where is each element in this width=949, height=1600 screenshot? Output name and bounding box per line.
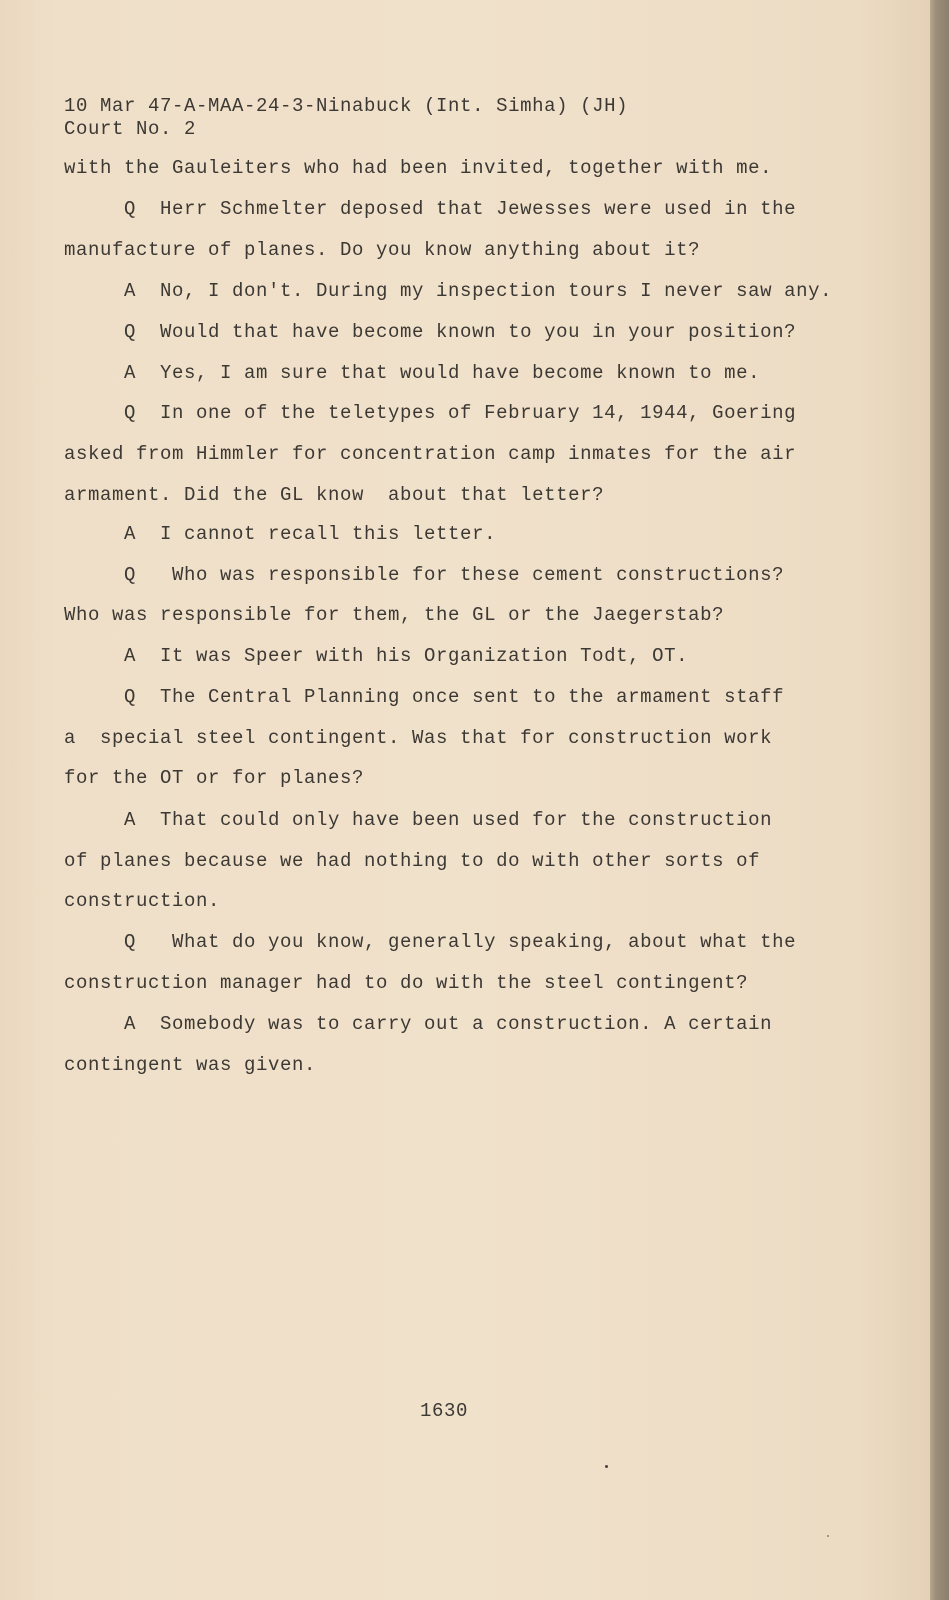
paper-speck xyxy=(605,1465,608,1468)
body-line: A I cannot recall this letter. xyxy=(64,523,497,545)
body-line: Q Would that have become known to you in your position? xyxy=(64,321,797,343)
body-line: armament. Did the GL know about that letter? xyxy=(64,484,605,506)
body-line: A That could only have been used for the construction xyxy=(64,809,773,831)
body-line: A Yes, I am sure that would have become known to me. xyxy=(64,362,761,384)
paper-speck xyxy=(827,1535,829,1537)
body-line: A Somebody was to carry out a construction. A certain xyxy=(64,1013,773,1035)
body-line: construction. xyxy=(64,890,221,912)
body-line: contingent was given. xyxy=(64,1054,317,1076)
body-line: asked from Himmler for concentration camp inmates for the air xyxy=(64,443,797,465)
header-court-line: Court No. 2 xyxy=(64,118,197,140)
body-line: a special steel contingent. Was that for construction work xyxy=(64,727,773,749)
page-number: 1630 xyxy=(420,1400,469,1422)
body-line: Who was responsible for them, the GL or the Jaegerstab? xyxy=(64,604,725,626)
body-line: A It was Speer with his Organization Todt, OT. xyxy=(64,645,689,667)
page-edge-shadow xyxy=(930,0,949,1600)
body-line: A No, I don't. During my inspection tours I never saw any. xyxy=(64,280,833,302)
body-line: for the OT or for planes? xyxy=(64,767,365,789)
body-line: Q Who was responsible for these cement constructions? xyxy=(64,564,785,586)
body-line: Q The Central Planning once sent to the armament staff xyxy=(64,686,785,708)
body-line: manufacture of planes. Do you know anything about it? xyxy=(64,239,701,261)
body-line: Q Herr Schmelter deposed that Jewesses were used in the xyxy=(64,198,797,220)
body-line: Q In one of the teletypes of February 14, 1944, Goering xyxy=(64,402,797,424)
body-line: Q What do you know, generally speaking, about what the xyxy=(64,931,797,953)
body-line: construction manager had to do with the steel contingent? xyxy=(64,972,749,994)
body-line: of planes because we had nothing to do with other sorts of xyxy=(64,850,761,872)
header-case-line: 10 Mar 47-A-MAA-24-3-Ninabuck (Int. Simha) (JH) xyxy=(64,95,629,117)
body-line: with the Gauleiters who had been invited, together with me. xyxy=(64,157,773,179)
